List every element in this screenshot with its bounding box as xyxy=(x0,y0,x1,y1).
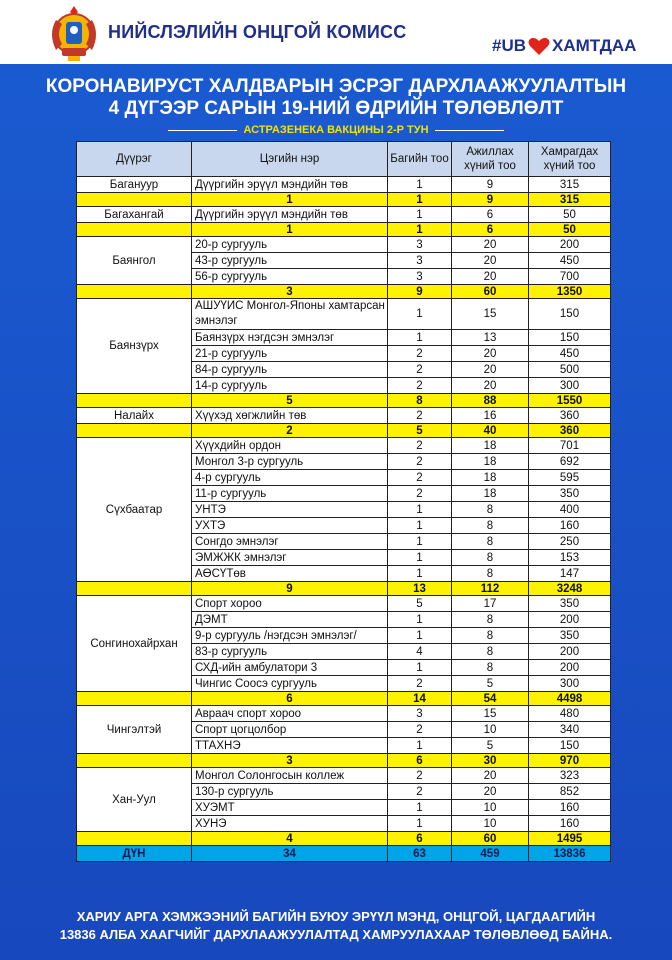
subtotal-spacer xyxy=(77,193,192,207)
subtotal-row xyxy=(77,692,611,706)
district-cell: Чингэлтэй xyxy=(77,706,192,754)
subtotal-row xyxy=(77,832,611,846)
staff-cell: 16 xyxy=(452,408,529,424)
covered-cell: 200 xyxy=(529,612,611,628)
subtotal-row xyxy=(77,582,611,596)
staff-cell: 17 xyxy=(452,596,529,612)
table-row xyxy=(77,706,611,722)
teams-cell: 1 xyxy=(388,177,452,193)
teams-total-cell: 1 xyxy=(388,223,452,237)
covered-cell: 315 xyxy=(529,177,611,193)
covered-total-cell: 315 xyxy=(529,193,611,207)
covered-cell: 160 xyxy=(529,800,611,816)
teams-cell: 2 xyxy=(388,676,452,692)
total-teams-cell: 63 xyxy=(388,846,452,862)
staff-total-cell: 6 xyxy=(452,223,529,237)
staff-total-cell: 40 xyxy=(452,424,529,438)
staff-cell: 8 xyxy=(452,566,529,582)
covered-cell: 852 xyxy=(529,784,611,800)
staff-cell: 18 xyxy=(452,486,529,502)
staff-cell: 20 xyxy=(452,346,529,362)
staff-total-cell: 30 xyxy=(452,754,529,768)
covered-cell: 360 xyxy=(529,408,611,424)
site-name-cell: Сонгдо эмнэлэг xyxy=(192,534,388,550)
teams-cell: 2 xyxy=(388,722,452,738)
table-row xyxy=(77,207,611,223)
heart-icon xyxy=(528,36,550,56)
district-cell: Хан-Уул xyxy=(77,768,192,832)
subtotal-spacer xyxy=(77,692,192,706)
site-name-cell: АШУҮИС Монгол-Японы хамтарсан эмнэлэг xyxy=(192,299,388,330)
teams-cell: 2 xyxy=(388,470,452,486)
teams-total-cell: 6 xyxy=(388,754,452,768)
subtotal-row xyxy=(77,193,611,207)
site-name-cell: 83-р сургууль xyxy=(192,644,388,660)
teams-cell: 4 xyxy=(388,644,452,660)
staff-total-cell: 9 xyxy=(452,193,529,207)
grand-total-row xyxy=(77,846,611,862)
staff-total-cell: 112 xyxy=(452,582,529,596)
header-site: Цэгийн нэр xyxy=(192,142,388,177)
covered-cell: 350 xyxy=(529,628,611,644)
staff-total-cell: 60 xyxy=(452,832,529,846)
teams-cell: 2 xyxy=(388,408,452,424)
site-name-cell: 11-р сургууль xyxy=(192,486,388,502)
table-row xyxy=(77,237,611,253)
page-header xyxy=(0,0,672,64)
site-name-cell: 43-р сургууль xyxy=(192,253,388,269)
staff-cell: 8 xyxy=(452,550,529,566)
covered-cell: 160 xyxy=(529,518,611,534)
page-title xyxy=(0,76,672,120)
header-teams: Багийн тоо xyxy=(388,142,452,177)
covered-cell: 147 xyxy=(529,566,611,582)
district-cell: Баянгол xyxy=(77,237,192,285)
covered-cell: 323 xyxy=(529,768,611,784)
subtitle-rule-right xyxy=(435,130,504,131)
hashtag-badge xyxy=(492,36,636,56)
subtotal-spacer xyxy=(77,424,192,438)
subtotal-spacer xyxy=(77,394,192,408)
site-count-cell: 1 xyxy=(192,193,388,207)
staff-cell: 10 xyxy=(452,722,529,738)
staff-total-cell: 88 xyxy=(452,394,529,408)
total-staff-cell: 459 xyxy=(452,846,529,862)
org-title: НИЙСЛЭЛИЙН ОНЦГОЙ КОМИСС xyxy=(108,22,407,42)
teams-cell: 1 xyxy=(388,612,452,628)
site-name-cell: УХТЭ xyxy=(192,518,388,534)
staff-cell: 8 xyxy=(452,612,529,628)
covered-total-cell: 1550 xyxy=(529,394,611,408)
staff-cell: 5 xyxy=(452,738,529,754)
site-count-cell: 6 xyxy=(192,692,388,706)
subtotal-row xyxy=(77,424,611,438)
staff-cell: 18 xyxy=(452,438,529,454)
staff-cell: 20 xyxy=(452,362,529,378)
subtotal-spacer xyxy=(77,285,192,299)
footer-note xyxy=(0,908,672,944)
staff-total-cell: 60 xyxy=(452,285,529,299)
header-staff: Ажиллах хүний тоо xyxy=(452,142,529,177)
covered-total-cell: 970 xyxy=(529,754,611,768)
site-name-cell: Чингис Соосэ сургууль xyxy=(192,676,388,692)
covered-total-cell: 1495 xyxy=(529,832,611,846)
covered-cell: 200 xyxy=(529,237,611,253)
site-name-cell: СХД-ийн амбулатори 3 xyxy=(192,660,388,676)
teams-cell: 2 xyxy=(388,438,452,454)
district-cell: Сонгинохайрхан xyxy=(77,596,192,692)
staff-cell: 8 xyxy=(452,518,529,534)
site-name-cell: 84-р сургууль xyxy=(192,362,388,378)
subtitle-rule-left xyxy=(168,130,237,131)
title-line-2: 4 ДҮГЭЭР САРЫН 19-НИЙ ӨДРИЙН ТӨЛӨВЛӨЛТ xyxy=(108,98,564,119)
staff-cell: 18 xyxy=(452,470,529,486)
total-label-cell: ДҮН xyxy=(77,846,192,862)
covered-total-cell: 4498 xyxy=(529,692,611,706)
staff-total-cell: 54 xyxy=(452,692,529,706)
table-header-row xyxy=(77,142,611,177)
site-name-cell: Хүүхэд хөгжлийн төв xyxy=(192,408,388,424)
subtitle-bar xyxy=(168,122,504,138)
staff-cell: 8 xyxy=(452,660,529,676)
staff-cell: 9 xyxy=(452,177,529,193)
staff-cell: 15 xyxy=(452,706,529,722)
district-cell: Налайх xyxy=(77,408,192,424)
subtotal-spacer xyxy=(77,754,192,768)
subtitle: АСТРАЗЕНЕКА ВАКЦИНЫ 2-Р ТУН xyxy=(243,124,429,136)
site-name-cell: Спорт цогцолбор xyxy=(192,722,388,738)
schedule-table xyxy=(76,141,611,862)
covered-total-cell: 1350 xyxy=(529,285,611,299)
site-name-cell: АӨСҮТөв xyxy=(192,566,388,582)
teams-cell: 3 xyxy=(388,706,452,722)
subtotal-spacer xyxy=(77,582,192,596)
teams-cell: 3 xyxy=(388,253,452,269)
total-sites-cell: 34 xyxy=(192,846,388,862)
footer-line-2: 13836 АЛБА ХААГЧИЙГ ДАРХЛААЖУУЛАЛТАД ХАМРУУЛАХААР ТӨЛӨВЛӨӨД БАЙНА. xyxy=(59,927,613,942)
teams-cell: 2 xyxy=(388,362,452,378)
site-count-cell: 1 xyxy=(192,223,388,237)
staff-cell: 8 xyxy=(452,628,529,644)
covered-total-cell: 360 xyxy=(529,424,611,438)
site-name-cell: УНТЭ xyxy=(192,502,388,518)
site-name-cell: ЭМЖЖК эмнэлэг xyxy=(192,550,388,566)
site-name-cell: ХУЭМТ xyxy=(192,800,388,816)
covered-cell: 450 xyxy=(529,253,611,269)
table-row xyxy=(77,596,611,612)
site-name-cell: 9-р сургууль /нэгдсэн эмнэлэг/ xyxy=(192,628,388,644)
table-row xyxy=(77,438,611,454)
district-cell: Багануур xyxy=(77,177,192,193)
staff-cell: 15 xyxy=(452,299,529,330)
site-name-cell: Спорт хороо xyxy=(192,596,388,612)
teams-cell: 2 xyxy=(388,486,452,502)
teams-total-cell: 1 xyxy=(388,193,452,207)
covered-cell: 480 xyxy=(529,706,611,722)
subtotal-spacer xyxy=(77,832,192,846)
site-name-cell: 21-р сургууль xyxy=(192,346,388,362)
covered-total-cell: 50 xyxy=(529,223,611,237)
table-row xyxy=(77,299,611,330)
title-line-1: КОРОНАВИРУСТ ХАЛДВАРЫН ЭСРЭГ ДАРХЛААЖУУЛАЛТЫН xyxy=(45,76,627,97)
teams-cell: 2 xyxy=(388,346,452,362)
table-body xyxy=(77,177,611,862)
covered-cell: 153 xyxy=(529,550,611,566)
site-name-cell: 4-р сургууль xyxy=(192,470,388,486)
teams-total-cell: 6 xyxy=(388,832,452,846)
covered-cell: 150 xyxy=(529,299,611,330)
teams-cell: 1 xyxy=(388,738,452,754)
covered-cell: 700 xyxy=(529,269,611,285)
teams-cell: 1 xyxy=(388,207,452,223)
covered-cell: 200 xyxy=(529,660,611,676)
teams-cell: 1 xyxy=(388,816,452,832)
site-count-cell: 2 xyxy=(192,424,388,438)
staff-cell: 18 xyxy=(452,454,529,470)
staff-cell: 8 xyxy=(452,534,529,550)
covered-cell: 160 xyxy=(529,816,611,832)
site-name-cell: ТТАХНЭ xyxy=(192,738,388,754)
staff-cell: 8 xyxy=(452,644,529,660)
site-name-cell: Дүүргийн эрүүл мэндийн төв xyxy=(192,207,388,223)
site-name-cell: ДЭМТ xyxy=(192,612,388,628)
subtotal-row xyxy=(77,754,611,768)
teams-total-cell: 5 xyxy=(388,424,452,438)
teams-cell: 1 xyxy=(388,628,452,644)
teams-cell: 2 xyxy=(388,378,452,394)
site-count-cell: 4 xyxy=(192,832,388,846)
district-cell: Баянзүрх xyxy=(77,299,192,394)
covered-cell: 150 xyxy=(529,330,611,346)
teams-total-cell: 14 xyxy=(388,692,452,706)
total-covered-cell: 13836 xyxy=(529,846,611,862)
site-name-cell: 14-р сургууль xyxy=(192,378,388,394)
header-covered: Хамрагдах хүний тоо xyxy=(529,142,611,177)
covered-cell: 250 xyxy=(529,534,611,550)
teams-cell: 1 xyxy=(388,550,452,566)
staff-cell: 13 xyxy=(452,330,529,346)
table-row xyxy=(77,408,611,424)
schedule-table-wrapper xyxy=(76,141,610,862)
header-district: Дүүрэг xyxy=(77,142,192,177)
teams-total-cell: 13 xyxy=(388,582,452,596)
covered-cell: 340 xyxy=(529,722,611,738)
table-row xyxy=(77,768,611,784)
staff-cell: 6 xyxy=(452,207,529,223)
teams-cell: 1 xyxy=(388,534,452,550)
site-name-cell: ХУНЭ xyxy=(192,816,388,832)
site-name-cell: 130-р сургууль xyxy=(192,784,388,800)
footer-line-1: ХАРИУ АРГА ХЭМЖЭЭНИЙ БАГИЙН БУЮУ ЭРҮҮЛ МЭНД, ОНЦГОЙ, ЦАГДААГИЙН xyxy=(76,909,596,924)
site-name-cell: Хүүхдийн ордон xyxy=(192,438,388,454)
site-count-cell: 5 xyxy=(192,394,388,408)
covered-cell: 450 xyxy=(529,346,611,362)
subtotal-spacer xyxy=(77,223,192,237)
teams-cell: 1 xyxy=(388,299,452,330)
site-name-cell: 56-р сургууль xyxy=(192,269,388,285)
teams-total-cell: 8 xyxy=(388,394,452,408)
teams-cell: 1 xyxy=(388,518,452,534)
covered-cell: 595 xyxy=(529,470,611,486)
covered-cell: 692 xyxy=(529,454,611,470)
covered-cell: 350 xyxy=(529,486,611,502)
staff-cell: 20 xyxy=(452,237,529,253)
site-name-cell: Авраач спорт хороо xyxy=(192,706,388,722)
covered-cell: 500 xyxy=(529,362,611,378)
teams-cell: 3 xyxy=(388,269,452,285)
staff-cell: 20 xyxy=(452,784,529,800)
site-name-cell: 20-р сургууль xyxy=(192,237,388,253)
badge-right-text: ХАМТДАА xyxy=(552,36,637,55)
staff-cell: 5 xyxy=(452,676,529,692)
staff-cell: 10 xyxy=(452,800,529,816)
staff-cell: 20 xyxy=(452,253,529,269)
teams-cell: 1 xyxy=(388,566,452,582)
teams-cell: 1 xyxy=(388,502,452,518)
teams-cell: 2 xyxy=(388,454,452,470)
subtotal-row xyxy=(77,285,611,299)
teams-cell: 3 xyxy=(388,237,452,253)
covered-cell: 200 xyxy=(529,644,611,660)
teams-cell: 5 xyxy=(388,596,452,612)
district-cell: Багахангай xyxy=(77,207,192,223)
covered-cell: 300 xyxy=(529,378,611,394)
teams-total-cell: 9 xyxy=(388,285,452,299)
staff-cell: 10 xyxy=(452,816,529,832)
teams-cell: 1 xyxy=(388,800,452,816)
covered-cell: 300 xyxy=(529,676,611,692)
teams-cell: 1 xyxy=(388,330,452,346)
site-count-cell: 9 xyxy=(192,582,388,596)
site-name-cell: Монгол 3-р сургууль xyxy=(192,454,388,470)
covered-cell: 400 xyxy=(529,502,611,518)
table-row xyxy=(77,177,611,193)
site-name-cell: Баянзүрх нэгдсэн эмнэлэг xyxy=(192,330,388,346)
covered-cell: 701 xyxy=(529,438,611,454)
teams-cell: 1 xyxy=(388,660,452,676)
teams-cell: 2 xyxy=(388,784,452,800)
subtotal-row xyxy=(77,394,611,408)
covered-cell: 150 xyxy=(529,738,611,754)
covered-total-cell: 3248 xyxy=(529,582,611,596)
emblem-icon xyxy=(44,4,104,62)
staff-cell: 20 xyxy=(452,378,529,394)
site-count-cell: 3 xyxy=(192,754,388,768)
covered-cell: 50 xyxy=(529,207,611,223)
staff-cell: 20 xyxy=(452,269,529,285)
site-name-cell: Монгол Солонгосын коллеж xyxy=(192,768,388,784)
covered-cell: 350 xyxy=(529,596,611,612)
badge-left-text: #UB xyxy=(492,36,527,55)
site-count-cell: 3 xyxy=(192,285,388,299)
staff-cell: 20 xyxy=(452,768,529,784)
district-cell: Сүхбаатар xyxy=(77,438,192,582)
subtotal-row xyxy=(77,223,611,237)
teams-cell: 2 xyxy=(388,768,452,784)
site-name-cell: Дүүргийн эрүүл мэндийн төв xyxy=(192,177,388,193)
staff-cell: 8 xyxy=(452,502,529,518)
